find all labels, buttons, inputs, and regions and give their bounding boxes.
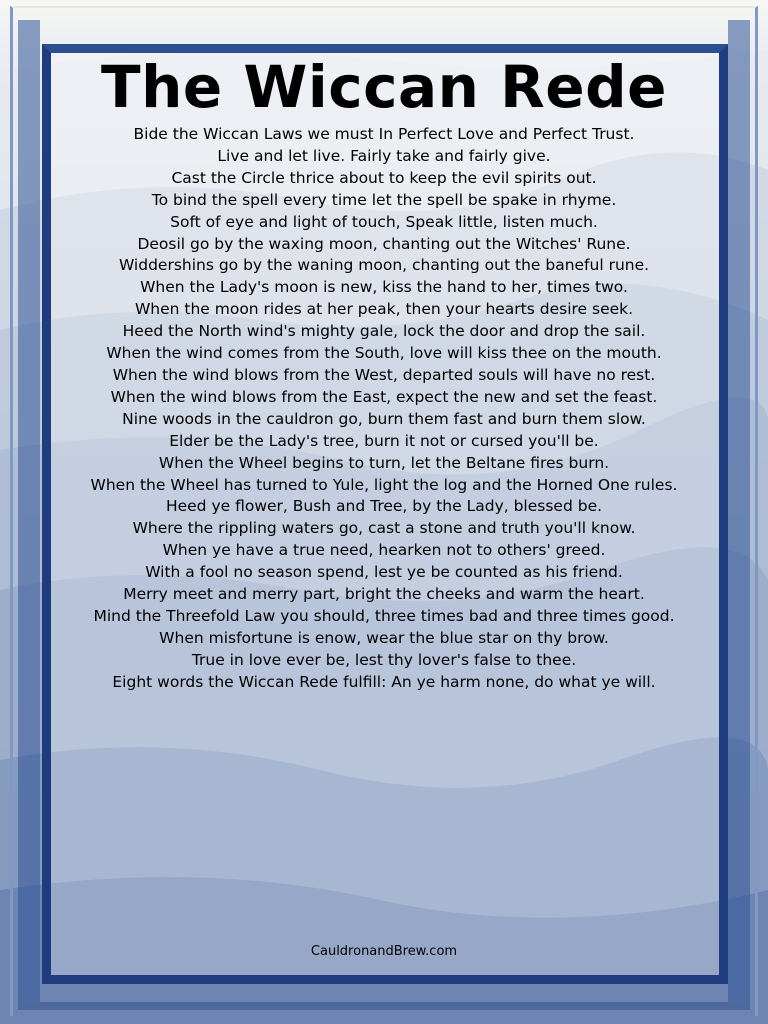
- verse-line: Elder be the Lady's tree, burn it not or cursed you'll be.: [169, 431, 599, 450]
- verse-line: When the Wheel begins to turn, let the Beltane fires burn.: [158, 453, 610, 472]
- verse-line: Heed the North wind's mighty gale, lock the door and drop the sail.: [122, 322, 646, 341]
- verse-line: Where the rippling waters go, cast a stone and truth you'll know.: [132, 519, 636, 538]
- verse-line: Widdershins go by the waning moon, chanting out the baneful rune.: [118, 256, 650, 275]
- verse-line: When the Wheel has turned to Yule, light the log and the Horned One rules.: [90, 475, 678, 494]
- verse-line: Eight words the Wiccan Rede fulfill: An ye harm none, do what ye will.: [112, 672, 656, 691]
- rede-verses: [70, 124, 698, 694]
- website-credit: CauldronandBrew.com: [310, 944, 458, 959]
- verse-line: When the Lady's moon is new, kiss the hand to her, times two.: [140, 278, 628, 297]
- verse-line: Live and let live. Fairly take and fairly give.: [217, 146, 551, 165]
- verse-line: Nine woods in the cauldron go, burn them fast and burn them slow.: [122, 409, 646, 428]
- verse-line: Bide the Wiccan Laws we must In Perfect Love and Perfect Trust.: [133, 125, 635, 143]
- verse-line: To bind the spell every time let the spell be spake in rhyme.: [151, 190, 617, 209]
- verse-line: Mind the Threefold Law you should, three times bad and three times good.: [93, 606, 675, 625]
- verse-line: Deosil go by the waxing moon, chanting out the Witches' Rune.: [137, 234, 631, 253]
- verse-line: With a fool no season spend, lest ye be counted as his friend.: [145, 563, 623, 582]
- page-title: The Wiccan Rede: [101, 53, 667, 121]
- verse-line: When misfortune is enow, wear the blue star on thy brow.: [159, 628, 609, 647]
- verse-line: When the moon rides at her peak, then your hearts desire seek.: [134, 300, 634, 319]
- verse-line: Merry meet and merry part, bright the cheeks and warm the heart.: [123, 585, 645, 604]
- verse-line: When the wind comes from the South, love will kiss thee on the mouth.: [106, 344, 662, 363]
- verse-line: Heed ye flower, Bush and Tree, by the Lady, blessed be.: [165, 497, 603, 516]
- verse-line: True in love ever be, lest thy lover's false to thee.: [191, 650, 577, 669]
- verse-line: Soft of eye and light of touch, Speak little, listen much.: [170, 212, 598, 231]
- verse-line: When the wind blows from the East, expect the new and set the feast.: [110, 387, 658, 406]
- verse-line: When the wind blows from the West, departed souls will have no rest.: [112, 365, 656, 384]
- verse-line: Cast the Circle thrice about to keep the evil spirits out.: [171, 168, 597, 187]
- verse-line: When ye have a true need, hearken not to others' greed.: [162, 541, 606, 560]
